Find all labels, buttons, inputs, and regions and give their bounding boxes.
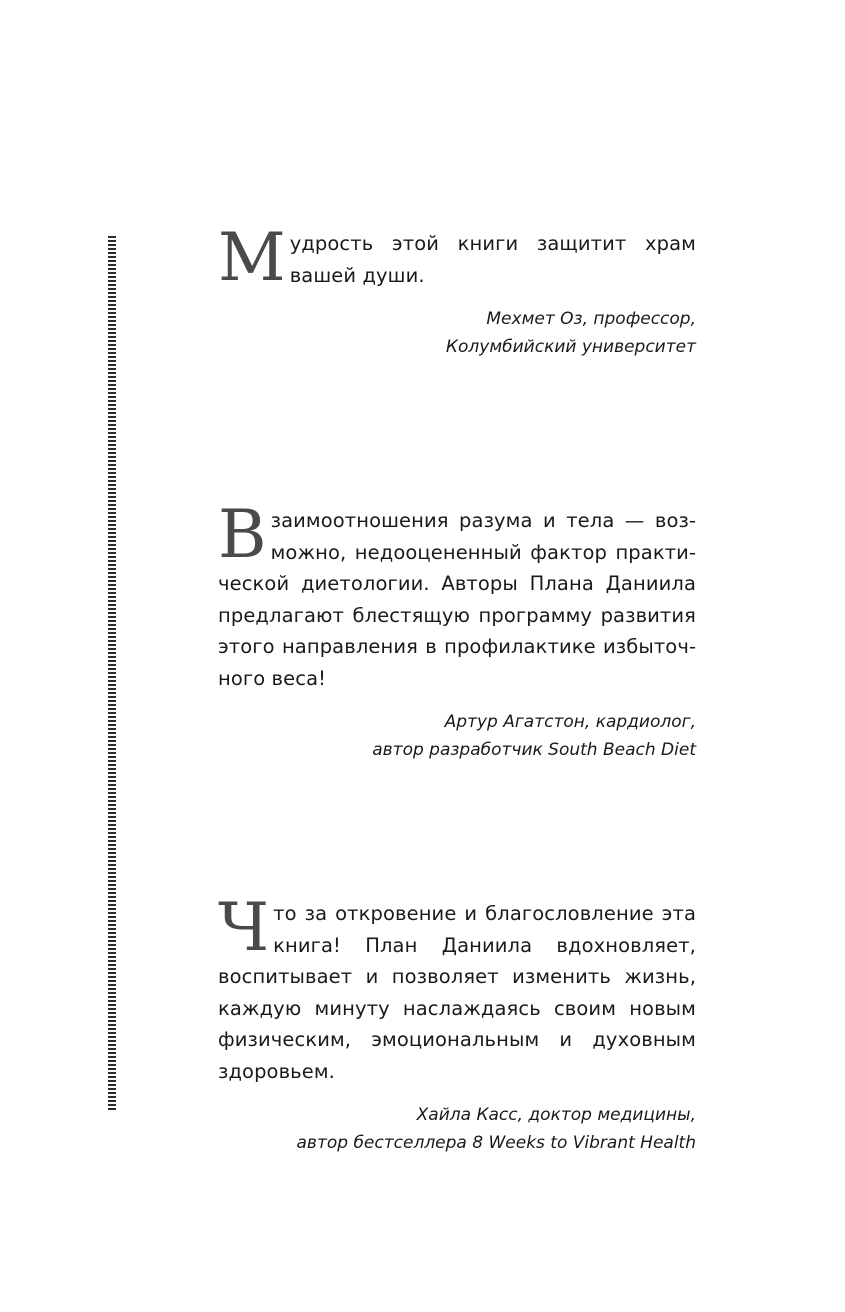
attribution-line: автор разработчик South Beach Diet xyxy=(372,740,696,760)
attribution-line: автор бестселлера 8 Weeks to Vibrant Health xyxy=(296,1133,696,1153)
drop-cap: В xyxy=(218,496,267,573)
drop-cap: Ч xyxy=(218,889,270,966)
quote-text xyxy=(218,889,696,1087)
decorative-side-bar xyxy=(108,236,116,1112)
quote-body: заимоотношения разума и тела — возможно, недооцененный фактор практической диетологии. Авторы Плана Даниила предлагают блестящую программу развития этого направления в профилактике избыточного веса! xyxy=(218,509,696,690)
quote-body: то за откровение и благословление эта книга! План Даниила вдохновляет, воспитывает и позволяет изменить жизнь, каждую минуту наслаждаясь своим новым физическим, эмоциональным и духовным здоровьем. xyxy=(218,902,696,1083)
quote-body: удрость этой книги защитит храм вашей души. xyxy=(289,232,696,287)
quote-text xyxy=(218,219,696,296)
quote-agatston xyxy=(218,496,696,764)
quote-kass xyxy=(218,889,696,1157)
attribution-line: Хайла Касс, доктор медицины, xyxy=(416,1105,696,1125)
quote-attribution xyxy=(218,708,696,764)
attribution-line: Колумбийский университет xyxy=(445,337,696,357)
quote-attribution xyxy=(218,1101,696,1157)
quote-text xyxy=(218,496,696,694)
quote-attribution xyxy=(218,305,696,361)
quote-oz xyxy=(218,219,696,361)
attribution-line: Мехмет Оз, профессор, xyxy=(486,309,696,329)
drop-cap: М xyxy=(218,219,286,296)
attribution-line: Артур Агатстон, кардиолог, xyxy=(444,712,696,732)
